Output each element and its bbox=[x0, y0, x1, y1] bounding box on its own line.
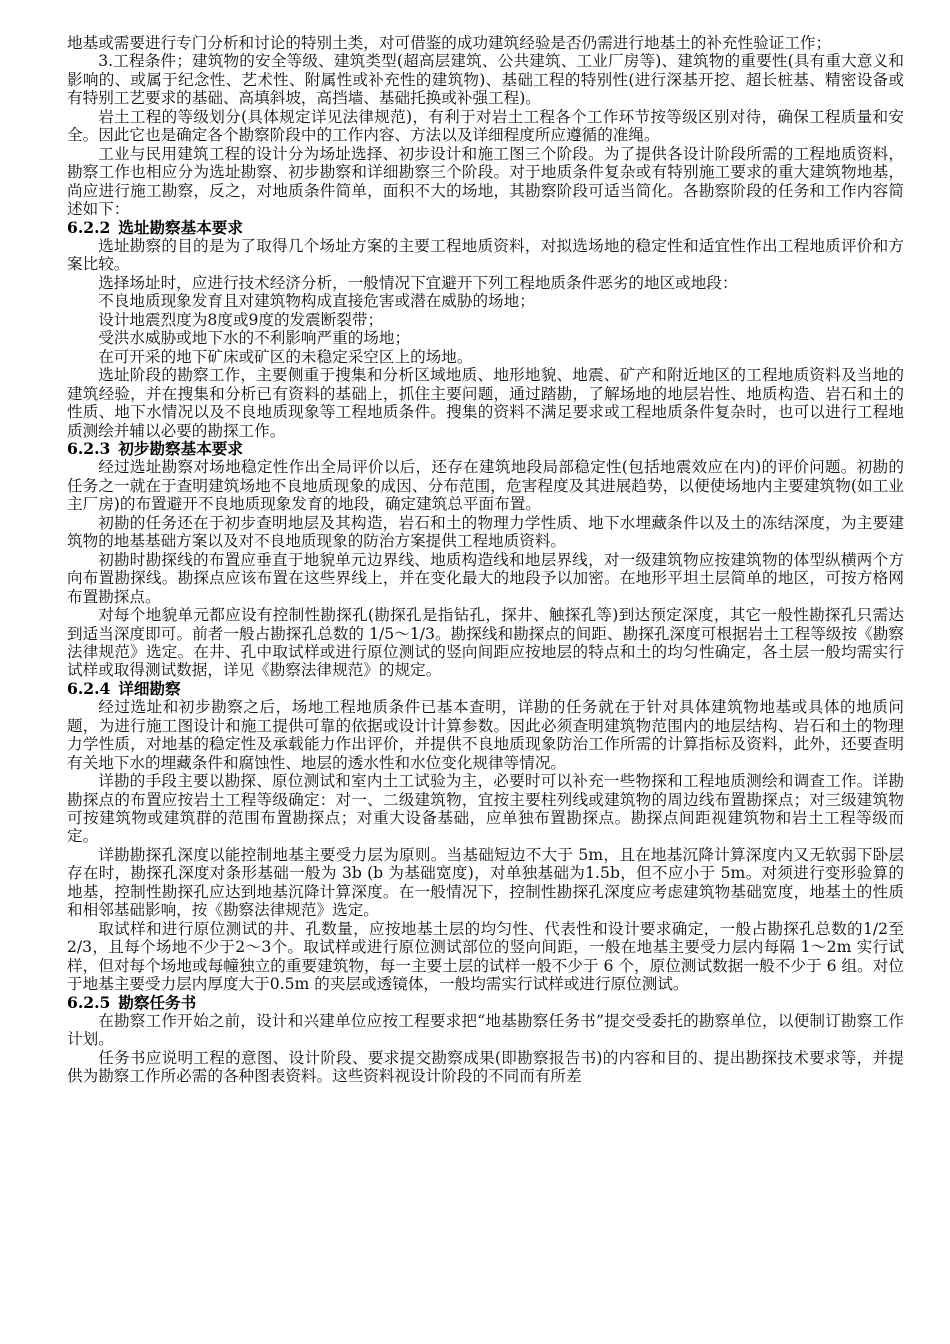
paragraph: 详勘勘探孔深度以能控制地基主要受力层为原则。当基础短边不大于 5m，且在地基沉降计算深度内又无软弱下卧层存在时，勘探孔深度对条形基础一般为 3b (b 为基础宽度)，对单独基础为1.5b，但不应小于 5m。对须进行变形验算的地基，控制性勘探孔应达到地基沉降计算深度。在一般情况下，控制性勘探孔深度应考虑建筑物基础宽度，地基土的性质和相邻基础影响，按《勘察法律规范》选定。 bbox=[67, 845, 904, 920]
paragraph: 详勘的手段主要以勘探、原位测试和室内土工试验为主，必要时可以补充一些物探和工程地质测绘和调查工作。详勘勘探点的布置应按岩土工程等级确定：对一、二级建筑物，宜按主要柱列线或建筑物的周边线布置勘探点；对三级建筑物可按建筑物或建筑群的范围布置勘探点；对重大设备基础，应单独布置勘探点。勘探点间距视建筑物和岩土工程等级而定。 bbox=[67, 772, 904, 846]
section-number: 6.2.5 bbox=[67, 992, 111, 1012]
paragraph: 在勘察工作开始之前，设计和兴建单位应按工程要求把“地基勘察任务书”提交受委托的勘察单位，以便制订勘察工作计划。 bbox=[67, 1012, 904, 1049]
paragraph: 选址勘察的目的是为了取得几个场址方案的主要工程地质资料，对拟选场地的稳定性和适宜性作出工程地质评价和方案比较。 bbox=[67, 236, 904, 274]
list-item: 设计地震烈度为8度或9度的发震断裂带； bbox=[98, 310, 384, 329]
section-heading bbox=[67, 680, 904, 698]
paragraph: 3.工程条件；建筑物的安全等级、建筑类型(超高层建筑、公共建筑、工业厂房等)、建筑物的重要性(具有重大意义和影响的、或属于纪念性、艺术性、附属性或补充性的建筑物)、基础工程的特别性(进行深基开挖、超长桩基、精密设备或有特别工艺要求的基础、高填斜坡，高挡墙、基础托换或补强工程)。 bbox=[67, 52, 904, 108]
section-number: 6.2.4 bbox=[67, 678, 111, 698]
section-number: 6.2.2 bbox=[67, 217, 111, 237]
paragraph: 工业与民用建筑工程的设计分为场址选择、初步设计和施工图三个阶段。为了提供各设计阶段所需的工程地质资料，勘察工作也相应分为选址勘察、初步勘察和详细勘察三个阶段。对于地质条件复杂或有特别施工要求的重大建筑物地基，尚应进行施工勘察，反之，对地质条件简单，面积不大的场地，其勘察阶段可适当简化。各勘察阶段的任务和工作内容简述如下： bbox=[67, 144, 904, 219]
section-number: 6.2.3 bbox=[67, 438, 111, 458]
section-heading bbox=[67, 440, 904, 458]
section-title: 初步勘察基本要求 bbox=[118, 438, 243, 458]
paragraph: 任务书应说明工程的意图、设计阶段、要求提交勘察成果(即勘察报告书)的内容和目的、提出勘探技术要求等，并提供为勘察工作所必需的各种图表资料。这些资料视设计阶段的不同而有所差 bbox=[67, 1048, 904, 1086]
list-item: 不良地质现象发育且对建筑物构成直接危害或潜在威胁的场地； bbox=[98, 292, 535, 311]
paragraph: 选址阶段的勘察工作，主要侧重于搜集和分析区域地质、地形地貌、地震、矿产和附近地区的工程地质资料及当地的建筑经验，并在搜集和分析已有资料的基础上，抓住主要问题，通过踏勘，了解场地的地层岩性、地质构造、岩石和土的性质、地下水情况以及不良地质现象等工程地质条件。搜集的资料不满足要求或工程地质条件复杂时，也可以进行工程地质测绘并辅以必要的勘探工作。 bbox=[67, 366, 904, 440]
section-title: 详细勘察 bbox=[118, 678, 181, 698]
paragraph: 地基或需要进行专门分析和讨论的特别土类，对可借鉴的成功建筑经验是否仍需进行地基土的补充性验证工作； bbox=[67, 34, 832, 52]
paragraph: 选择场址时，应进行技术经济分析，一般情况下宜避开下列工程地质条件恶劣的地区或地段： bbox=[98, 273, 738, 292]
list-item: 受洪水威胁或地下水的不利影响严重的场地； bbox=[98, 329, 411, 348]
section-heading bbox=[67, 219, 904, 237]
paragraph: 初勘时勘探线的布置应垂直于地貌单元边界线、地质构造线和地层界线，对一级建筑物应按建筑物的体型纵横两个方向布置勘探线。勘探点应该布置在这些界线上，并在变化最大的地段予以加密。在地形平坦土层简单的地区，可按方格网布置勘探点。 bbox=[67, 550, 904, 606]
paragraph: 初勘的任务还在于初步查明地层及其构造，岩石和土的物理力学性质、地下水埋藏条件以及土的冻结深度，为主要建筑物的地基基础方案以及对不良地质现象的防治方案提供工程地质资料。 bbox=[67, 513, 904, 551]
paragraph: 对每个地貌单元都应设有控制性勘探孔(勘探孔是指钻孔，探井、触探孔等)到达预定深度，其它一般性勘探孔只需达到适当深度即可。前者一般占勘探孔总数的 1/5～1/3。勘探线和勘探点的间距、勘探孔深度可根据岩土工程等级按《勘察法律规范》选定。在井、孔中取试样或进行原位测试的竖向间距应按地层的特点和土的均匀性确定，各土层一般均需实行试样或取得测试数据，详见《勘察法律规范》的规定。 bbox=[67, 606, 904, 680]
paragraph: 岩土工程的等级划分(具体规定详见法律规范)，有利于对岩土工程各个工作环节按等级区别对待，确保工程质量和安全。因此它也是确定各个勘察阶段中的工作内容、方法以及详细程度所应遵循的准绳。 bbox=[67, 107, 904, 145]
paragraph: 经过选址勘察对场地稳定性作出全局评价以后，还存在建筑地段局部稳定性(包括地震效应在内)的评价问题。初勘的任务之一就在于查明建筑场地不良地质现象的成因、分布范围，危害程度及其进展趋势，以便使场地内主要建筑物(如工业主厂房)的布置避开不良地质现象发育的地段，确定建筑总平面布置。 bbox=[67, 458, 904, 514]
section-heading bbox=[67, 994, 904, 1012]
list-item: 在可开采的地下矿床或矿区的未稳定采空区上的场地。 bbox=[98, 347, 473, 366]
paragraph: 经过选址和初步勘察之后，场地工程地质条件已基本查明，详勘的任务就在于针对具体建筑物地基或具体的地质问题，为进行施工图设计和施工提供可靠的依据或设计计算参数。因此必须查明建筑物范围内的地层结构、岩石和土的物理力学性质，对地基的稳定性及承载能力作出评价，并提供不良地质现象防治工作所需的计算指标及资料，此外，还要查明有关地下水的埋藏条件和腐蚀性、地层的透水性和水位变化规律等情况。 bbox=[67, 698, 904, 772]
section-title: 勘察任务书 bbox=[118, 992, 197, 1012]
paragraph: 取试样和进行原位测试的井、孔数量，应按地基土层的均匀性、代表性和设计要求确定，一般占勘探孔总数的1/2至2/3，且每个场地不少于2～3个。取试样或进行原位测试部位的竖向间距，一般在地基主要受力层内每隔 1～2m 实行试样，但对每个场地或每幢独立的重要建筑物，每一主要土层的试样一般不少于 6 个，原位测试数据一般不少于 6 组。对位于地基主要受力层内厚度大于0.5m 的夹层或透镜体，一般均需实行试样或进行原位测试。 bbox=[67, 919, 904, 994]
section-title: 选址勘察基本要求 bbox=[118, 217, 243, 237]
